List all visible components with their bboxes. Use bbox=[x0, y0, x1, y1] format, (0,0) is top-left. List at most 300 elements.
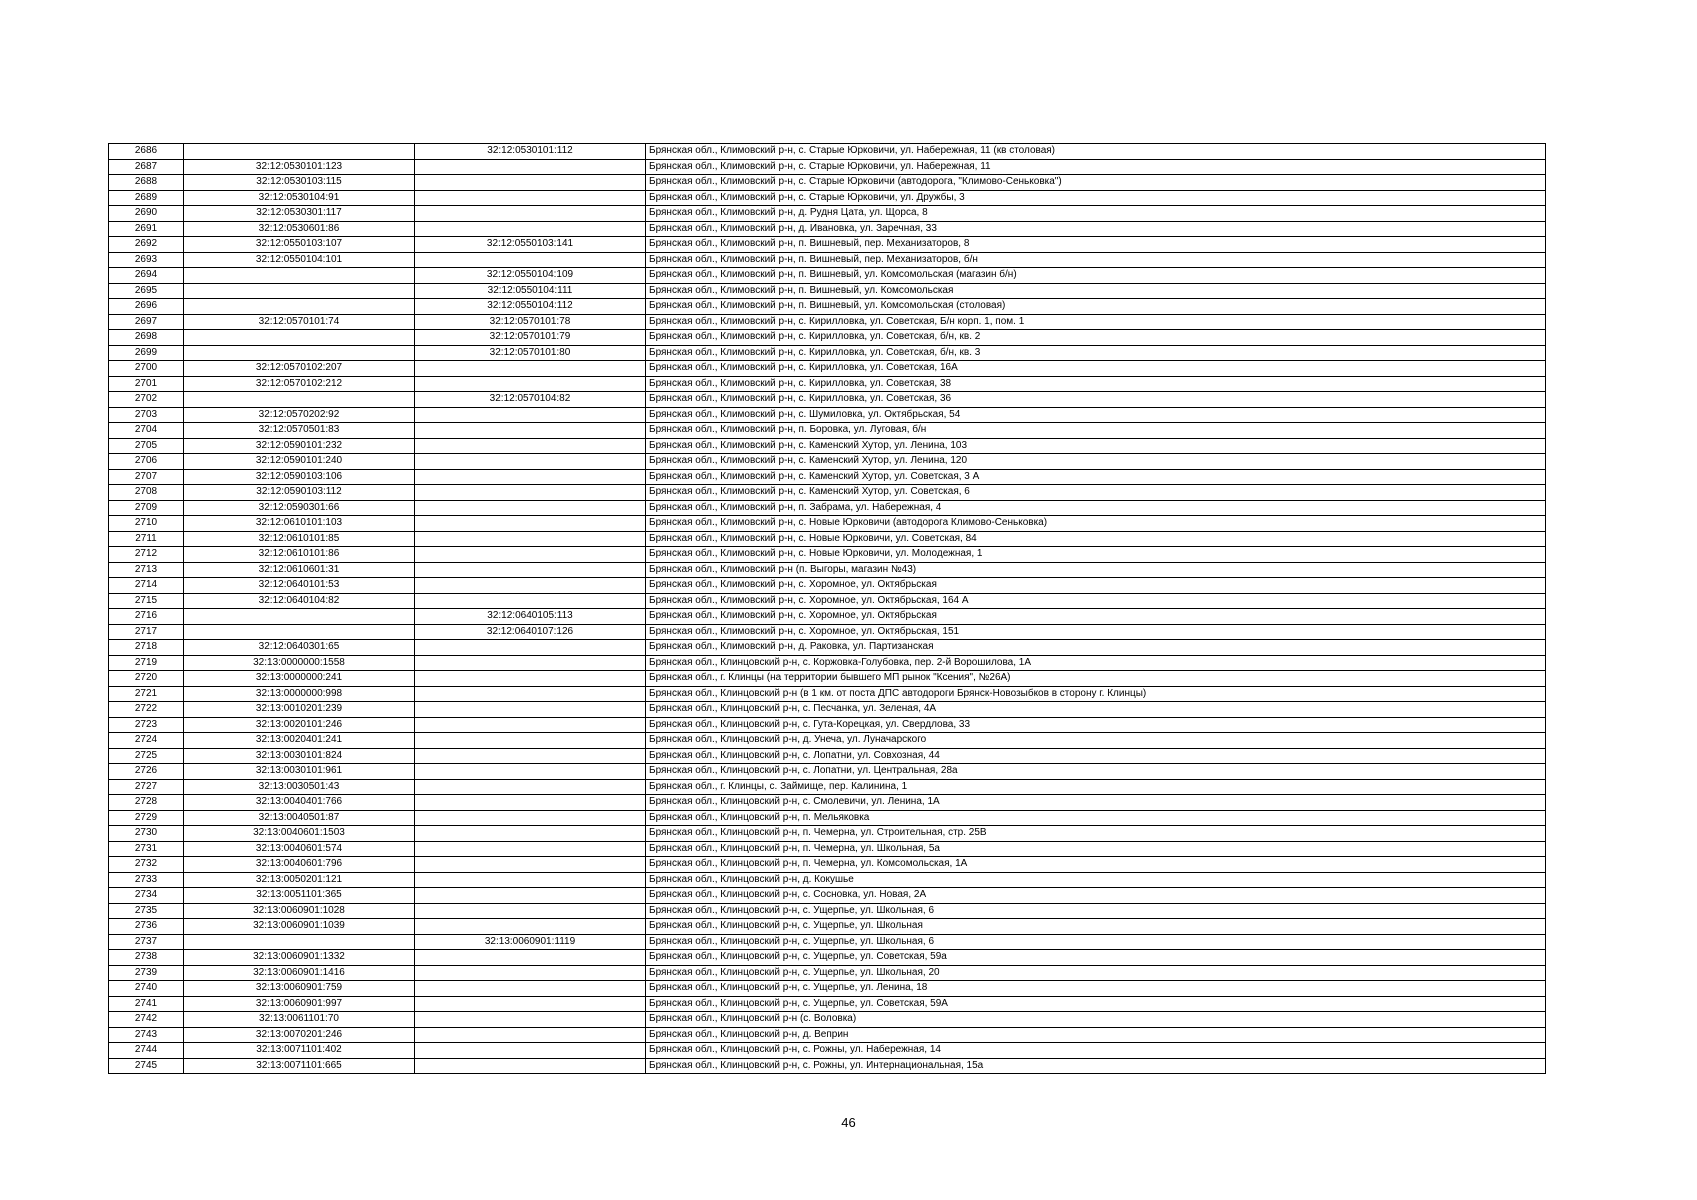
address-cell: Брянская обл., Климовский р-н, с. Новые Юрковичи (автодорога Климово-Сеньковка) bbox=[646, 516, 1546, 532]
cadastral-number-cell: 32:12:0570202:92 bbox=[184, 407, 415, 423]
cadastral-number-cell bbox=[184, 268, 415, 284]
cadastral-number-alt-cell bbox=[415, 872, 646, 888]
cadastral-number-alt-cell bbox=[415, 640, 646, 656]
table-row bbox=[109, 345, 1546, 361]
address-cell: Брянская обл., Климовский р-н, п. Боровка, ул. Луговая, б/н bbox=[646, 423, 1546, 439]
table-row bbox=[109, 268, 1546, 284]
table-row bbox=[109, 810, 1546, 826]
cadastral-number-alt-cell bbox=[415, 500, 646, 516]
cadastral-number-cell: 32:13:0040401:766 bbox=[184, 795, 415, 811]
row-number-cell: 2691 bbox=[109, 221, 184, 237]
cadastral-number-alt-cell bbox=[415, 252, 646, 268]
address-cell: Брянская обл., Клинцовский р-н, с. Сосновка, ул. Новая, 2А bbox=[646, 888, 1546, 904]
cadastral-number-alt-cell bbox=[415, 438, 646, 454]
cadastral-number-alt-cell: 32:12:0640105:113 bbox=[415, 609, 646, 625]
cadastral-number-cell bbox=[184, 283, 415, 299]
cadastral-number-alt-cell bbox=[415, 1027, 646, 1043]
address-cell: Брянская обл., Климовский р-н, д. Рудня Цата, ул. Щорса, 8 bbox=[646, 206, 1546, 222]
cadastral-number-cell: 32:12:0590103:106 bbox=[184, 469, 415, 485]
cadastral-number-alt-cell bbox=[415, 485, 646, 501]
address-cell: Брянская обл., Клинцовский р-н, п. Чемерна, ул. Строительная, стр. 25В bbox=[646, 826, 1546, 842]
address-cell: Брянская обл., Климовский р-н, с. Кирилловка, ул. Советская, 16А bbox=[646, 361, 1546, 377]
row-number-cell: 2744 bbox=[109, 1043, 184, 1059]
address-cell: Брянская обл., Климовский р-н, с. Новые Юрковичи, ул. Молодежная, 1 bbox=[646, 547, 1546, 563]
address-cell: Брянская обл., Клинцовский р-н, с. Гута-Корецкая, ул. Свердлова, 33 bbox=[646, 717, 1546, 733]
address-cell: Брянская обл., Клинцовский р-н, с. Песчанка, ул. Зеленая, 4А bbox=[646, 702, 1546, 718]
address-cell: Брянская обл., Климовский р-н, с. Хоромное, ул. Октябрьская, 151 bbox=[646, 624, 1546, 640]
cadastral-number-cell: 32:12:0530103:115 bbox=[184, 175, 415, 191]
cadastral-number-cell: 32:13:0061101:70 bbox=[184, 1012, 415, 1028]
table-row bbox=[109, 516, 1546, 532]
row-number-cell: 2745 bbox=[109, 1058, 184, 1074]
address-cell: Брянская обл., Клинцовский р-н (с. Воловка) bbox=[646, 1012, 1546, 1028]
table-row bbox=[109, 330, 1546, 346]
cadastral-number-cell: 32:13:0040501:87 bbox=[184, 810, 415, 826]
row-number-cell: 2737 bbox=[109, 934, 184, 950]
cadastral-number-cell bbox=[184, 934, 415, 950]
table-row bbox=[109, 593, 1546, 609]
cadastral-number-cell: 32:13:0000000:241 bbox=[184, 671, 415, 687]
cadastral-number-cell: 32:13:0060901:1332 bbox=[184, 950, 415, 966]
address-cell: Брянская обл., Климовский р-н, с. Старые Юрковичи, ул. Набережная, 11 bbox=[646, 159, 1546, 175]
row-number-cell: 2713 bbox=[109, 562, 184, 578]
row-number-cell: 2724 bbox=[109, 733, 184, 749]
row-number-cell: 2730 bbox=[109, 826, 184, 842]
table-row bbox=[109, 423, 1546, 439]
row-number-cell: 2736 bbox=[109, 919, 184, 935]
cadastral-number-alt-cell bbox=[415, 702, 646, 718]
cadastral-number-alt-cell bbox=[415, 593, 646, 609]
address-cell: Брянская обл., Климовский р-н, п. Забрама, ул. Набережная, 4 bbox=[646, 500, 1546, 516]
row-number-cell: 2708 bbox=[109, 485, 184, 501]
cadastral-number-cell: 32:13:0040601:1503 bbox=[184, 826, 415, 842]
cadastral-number-alt-cell: 32:12:0530101:112 bbox=[415, 144, 646, 160]
row-number-cell: 2716 bbox=[109, 609, 184, 625]
cadastral-number-cell: 32:13:0071101:665 bbox=[184, 1058, 415, 1074]
address-cell: Брянская обл., Климовский р-н, с. Старые Юрковичи (автодорога, "Климово-Сеньковка") bbox=[646, 175, 1546, 191]
cadastral-number-cell: 32:12:0640104:82 bbox=[184, 593, 415, 609]
cadastral-number-cell: 32:12:0530101:123 bbox=[184, 159, 415, 175]
cadastral-number-alt-cell: 32:12:0550104:109 bbox=[415, 268, 646, 284]
cadastral-number-cell: 32:12:0590301:66 bbox=[184, 500, 415, 516]
cadastral-number-cell: 32:12:0530301:117 bbox=[184, 206, 415, 222]
cadastral-number-cell: 32:12:0590103:112 bbox=[184, 485, 415, 501]
cadastral-number-alt-cell bbox=[415, 190, 646, 206]
cadastral-number-alt-cell: 32:12:0550103:141 bbox=[415, 237, 646, 253]
row-number-cell: 2689 bbox=[109, 190, 184, 206]
address-cell: Брянская обл., Клинцовский р-н, с. Рожны, ул. Набережная, 14 bbox=[646, 1043, 1546, 1059]
address-cell: Брянская обл., Климовский р-н, д. Раковка, ул. Партизанская bbox=[646, 640, 1546, 656]
address-cell: Брянская обл., Климовский р-н, с. Кирилловка, ул. Советская, б/н, кв. 3 bbox=[646, 345, 1546, 361]
cadastral-number-alt-cell bbox=[415, 795, 646, 811]
row-number-cell: 2709 bbox=[109, 500, 184, 516]
address-cell: Брянская обл., Климовский р-н, с. Хоромное, ул. Октябрьская bbox=[646, 609, 1546, 625]
cadastral-number-alt-cell bbox=[415, 981, 646, 997]
table-row bbox=[109, 888, 1546, 904]
address-cell: Брянская обл., Климовский р-н, п. Вишневый, пер. Механизаторов, 8 bbox=[646, 237, 1546, 253]
table-row bbox=[109, 965, 1546, 981]
row-number-cell: 2731 bbox=[109, 841, 184, 857]
row-number-cell: 2715 bbox=[109, 593, 184, 609]
address-cell: Брянская обл., Клинцовский р-н, с. Ущерпье, ул. Школьная, 6 bbox=[646, 903, 1546, 919]
row-number-cell: 2718 bbox=[109, 640, 184, 656]
cadastral-number-alt-cell bbox=[415, 407, 646, 423]
row-number-cell: 2735 bbox=[109, 903, 184, 919]
cadastral-number-alt-cell bbox=[415, 221, 646, 237]
cadastral-number-alt-cell bbox=[415, 206, 646, 222]
cadastral-number-cell: 32:13:0050201:121 bbox=[184, 872, 415, 888]
cadastral-number-alt-cell bbox=[415, 655, 646, 671]
table-row bbox=[109, 795, 1546, 811]
address-cell: Брянская обл., Климовский р-н (п. Выгоры, магазин №43) bbox=[646, 562, 1546, 578]
table-row bbox=[109, 376, 1546, 392]
cadastral-number-alt-cell bbox=[415, 516, 646, 532]
cadastral-number-cell: 32:12:0570101:74 bbox=[184, 314, 415, 330]
cadastral-number-cell: 32:12:0570501:83 bbox=[184, 423, 415, 439]
cadastral-number-cell: 32:13:0000000:1558 bbox=[184, 655, 415, 671]
row-number-cell: 2720 bbox=[109, 671, 184, 687]
table-row bbox=[109, 624, 1546, 640]
address-cell: Брянская обл., Климовский р-н, с. Хоромное, ул. Октябрьская bbox=[646, 578, 1546, 594]
cadastral-number-cell: 32:13:0020401:241 bbox=[184, 733, 415, 749]
row-number-cell: 2719 bbox=[109, 655, 184, 671]
row-number-cell: 2738 bbox=[109, 950, 184, 966]
cadastral-number-alt-cell bbox=[415, 1043, 646, 1059]
cadastral-number-alt-cell bbox=[415, 810, 646, 826]
table-row bbox=[109, 1043, 1546, 1059]
cadastral-number-cell: 32:13:0030501:43 bbox=[184, 779, 415, 795]
cadastral-number-cell: 32:12:0640101:53 bbox=[184, 578, 415, 594]
cadastral-number-cell: 32:12:0590101:232 bbox=[184, 438, 415, 454]
row-number-cell: 2702 bbox=[109, 392, 184, 408]
table-row bbox=[109, 996, 1546, 1012]
cadastral-number-alt-cell bbox=[415, 996, 646, 1012]
cadastral-number-cell: 32:13:0060901:997 bbox=[184, 996, 415, 1012]
table-row bbox=[109, 733, 1546, 749]
address-cell: Брянская обл., Клинцовский р-н, с. Лопатни, ул. Центральная, 28а bbox=[646, 764, 1546, 780]
row-number-cell: 2701 bbox=[109, 376, 184, 392]
cadastral-number-cell bbox=[184, 624, 415, 640]
row-number-cell: 2703 bbox=[109, 407, 184, 423]
address-cell: Брянская обл., Климовский р-н, с. Кирилловка, ул. Советская, 36 bbox=[646, 392, 1546, 408]
row-number-cell: 2722 bbox=[109, 702, 184, 718]
row-number-cell: 2693 bbox=[109, 252, 184, 268]
cadastral-number-cell: 32:12:0530601:86 bbox=[184, 221, 415, 237]
cadastral-number-alt-cell: 32:12:0640107:126 bbox=[415, 624, 646, 640]
cadastral-number-alt-cell bbox=[415, 965, 646, 981]
table-row bbox=[109, 872, 1546, 888]
cadastral-number-alt-cell bbox=[415, 888, 646, 904]
row-number-cell: 2725 bbox=[109, 748, 184, 764]
cadastral-number-cell: 32:12:0610101:103 bbox=[184, 516, 415, 532]
row-number-cell: 2732 bbox=[109, 857, 184, 873]
cadastral-number-alt-cell: 32:12:0570101:79 bbox=[415, 330, 646, 346]
table-row bbox=[109, 1058, 1546, 1074]
cadastral-number-alt-cell bbox=[415, 671, 646, 687]
cadastral-number-cell: 32:13:0030101:961 bbox=[184, 764, 415, 780]
row-number-cell: 2742 bbox=[109, 1012, 184, 1028]
row-number-cell: 2700 bbox=[109, 361, 184, 377]
cadastral-number-cell: 32:12:0570102:212 bbox=[184, 376, 415, 392]
address-cell: Брянская обл., Клинцовский р-н, с. Ущерпье, ул. Школьная bbox=[646, 919, 1546, 935]
cadastral-number-alt-cell bbox=[415, 1058, 646, 1074]
address-cell: Брянская обл., Клинцовский р-н (в 1 км. от поста ДПС автодороги Брянск-Новозыбков в сторону г. Клинцы) bbox=[646, 686, 1546, 702]
cadastral-number-cell: 32:12:0530104:91 bbox=[184, 190, 415, 206]
cadastral-number-alt-cell: 32:12:0550104:111 bbox=[415, 283, 646, 299]
table-row bbox=[109, 640, 1546, 656]
cadastral-number-cell: 32:13:0020101:246 bbox=[184, 717, 415, 733]
table-row bbox=[109, 407, 1546, 423]
row-number-cell: 2707 bbox=[109, 469, 184, 485]
table-row bbox=[109, 252, 1546, 268]
table-row bbox=[109, 686, 1546, 702]
table-row bbox=[109, 826, 1546, 842]
row-number-cell: 2728 bbox=[109, 795, 184, 811]
row-number-cell: 2711 bbox=[109, 531, 184, 547]
cadastral-number-cell: 32:13:0040601:796 bbox=[184, 857, 415, 873]
cadastral-number-alt-cell bbox=[415, 779, 646, 795]
cadastral-number-cell: 32:13:0040601:574 bbox=[184, 841, 415, 857]
table-row bbox=[109, 764, 1546, 780]
table-row bbox=[109, 748, 1546, 764]
row-number-cell: 2696 bbox=[109, 299, 184, 315]
cadastral-number-cell: 32:13:0051101:365 bbox=[184, 888, 415, 904]
cadastral-number-alt-cell bbox=[415, 950, 646, 966]
address-cell: Брянская обл., Климовский р-н, с. Новые Юрковичи, ул. Советская, 84 bbox=[646, 531, 1546, 547]
row-number-cell: 2717 bbox=[109, 624, 184, 640]
cadastral-number-alt-cell bbox=[415, 1012, 646, 1028]
cadastral-number-alt-cell bbox=[415, 175, 646, 191]
row-number-cell: 2740 bbox=[109, 981, 184, 997]
table-row bbox=[109, 206, 1546, 222]
table-row bbox=[109, 485, 1546, 501]
address-cell: Брянская обл., Климовский р-н, с. Кирилловка, ул. Советская, 38 bbox=[646, 376, 1546, 392]
table-row bbox=[109, 314, 1546, 330]
row-number-cell: 2692 bbox=[109, 237, 184, 253]
table-row bbox=[109, 469, 1546, 485]
row-number-cell: 2687 bbox=[109, 159, 184, 175]
address-cell: Брянская обл., Климовский р-н, с. Старые Юрковичи, ул. Дружбы, 3 bbox=[646, 190, 1546, 206]
table-row bbox=[109, 779, 1546, 795]
address-cell: Брянская обл., Климовский р-н, п. Вишневый, ул. Комсомольская bbox=[646, 283, 1546, 299]
row-number-cell: 2695 bbox=[109, 283, 184, 299]
cadastral-number-cell: 32:13:0030101:824 bbox=[184, 748, 415, 764]
row-number-cell: 2743 bbox=[109, 1027, 184, 1043]
table-row bbox=[109, 144, 1546, 160]
table-row bbox=[109, 1027, 1546, 1043]
cadastral-number-alt-cell bbox=[415, 159, 646, 175]
cadastral-number-alt-cell bbox=[415, 531, 646, 547]
address-cell: Брянская обл., г. Клинцы, с. Займище, пер. Калинина, 1 bbox=[646, 779, 1546, 795]
cadastral-number-cell: 32:12:0550103:107 bbox=[184, 237, 415, 253]
cadastral-number-alt-cell bbox=[415, 454, 646, 470]
table-row bbox=[109, 159, 1546, 175]
registry-table-body bbox=[109, 144, 1546, 1074]
cadastral-number-cell bbox=[184, 144, 415, 160]
cadastral-number-alt-cell bbox=[415, 469, 646, 485]
cadastral-number-cell: 32:13:0000000:998 bbox=[184, 686, 415, 702]
table-row bbox=[109, 190, 1546, 206]
row-number-cell: 2697 bbox=[109, 314, 184, 330]
table-row bbox=[109, 857, 1546, 873]
cadastral-number-alt-cell bbox=[415, 578, 646, 594]
table-row bbox=[109, 981, 1546, 997]
address-cell: Брянская обл., г. Клинцы (на территории бывшего МП рынок "Ксения", №26А) bbox=[646, 671, 1546, 687]
cadastral-number-alt-cell: 32:12:0570104:82 bbox=[415, 392, 646, 408]
cadastral-number-alt-cell: 32:12:0550104:112 bbox=[415, 299, 646, 315]
cadastral-number-cell: 32:12:0590101:240 bbox=[184, 454, 415, 470]
row-number-cell: 2710 bbox=[109, 516, 184, 532]
table-row bbox=[109, 175, 1546, 191]
cadastral-number-cell bbox=[184, 392, 415, 408]
cadastral-number-alt-cell bbox=[415, 717, 646, 733]
cadastral-number-cell: 32:13:0060901:1416 bbox=[184, 965, 415, 981]
address-cell: Брянская обл., Клинцовский р-н, с. Ущерпье, ул. Советская, 59А bbox=[646, 996, 1546, 1012]
row-number-cell: 2712 bbox=[109, 547, 184, 563]
table-row bbox=[109, 361, 1546, 377]
row-number-cell: 2721 bbox=[109, 686, 184, 702]
page-number: 46 bbox=[841, 1115, 856, 1130]
cadastral-number-cell: 32:13:0071101:402 bbox=[184, 1043, 415, 1059]
address-cell: Брянская обл., Клинцовский р-н, д. Веприн bbox=[646, 1027, 1546, 1043]
address-cell: Брянская обл., Климовский р-н, с. Каменский Хутор, ул. Советская, 6 bbox=[646, 485, 1546, 501]
cadastral-number-cell: 32:13:0070201:246 bbox=[184, 1027, 415, 1043]
row-number-cell: 2727 bbox=[109, 779, 184, 795]
address-cell: Брянская обл., Климовский р-н, с. Шумиловка, ул. Октябрьская, 54 bbox=[646, 407, 1546, 423]
table-row bbox=[109, 531, 1546, 547]
address-cell: Брянская обл., Климовский р-н, п. Вишневый, ул. Комсомольская (магазин б/н) bbox=[646, 268, 1546, 284]
address-cell: Брянская обл., Климовский р-н, с. Каменский Хутор, ул. Советская, 3 А bbox=[646, 469, 1546, 485]
table-row bbox=[109, 562, 1546, 578]
cadastral-number-alt-cell bbox=[415, 547, 646, 563]
row-number-cell: 2686 bbox=[109, 144, 184, 160]
address-cell: Брянская обл., Климовский р-н, с. Каменский Хутор, ул. Ленина, 120 bbox=[646, 454, 1546, 470]
address-cell: Брянская обл., Климовский р-н, п. Вишневый, ул. Комсомольская (столовая) bbox=[646, 299, 1546, 315]
table-row bbox=[109, 578, 1546, 594]
cadastral-number-cell bbox=[184, 609, 415, 625]
address-cell: Брянская обл., Климовский р-н, с. Кирилловка, ул. Советская, Б/н корп. 1, пом. 1 bbox=[646, 314, 1546, 330]
cadastral-number-cell: 32:12:0610601:31 bbox=[184, 562, 415, 578]
address-cell: Брянская обл., Климовский р-н, п. Вишневый, пер. Механизаторов, б/н bbox=[646, 252, 1546, 268]
cadastral-number-cell bbox=[184, 345, 415, 361]
cadastral-number-alt-cell bbox=[415, 919, 646, 935]
row-number-cell: 2739 bbox=[109, 965, 184, 981]
address-cell: Брянская обл., Клинцовский р-н, с. Ущерпье, ул. Ленина, 18 bbox=[646, 981, 1546, 997]
cadastral-number-cell: 32:12:0550104:101 bbox=[184, 252, 415, 268]
cadastral-number-cell: 32:13:0010201:239 bbox=[184, 702, 415, 718]
row-number-cell: 2729 bbox=[109, 810, 184, 826]
cadastral-number-cell: 32:13:0060901:1028 bbox=[184, 903, 415, 919]
address-cell: Брянская обл., Клинцовский р-н, п. Чемерна, ул. Комсомольская, 1А bbox=[646, 857, 1546, 873]
row-number-cell: 2706 bbox=[109, 454, 184, 470]
table-row bbox=[109, 903, 1546, 919]
cadastral-number-alt-cell: 32:12:0570101:78 bbox=[415, 314, 646, 330]
address-cell: Брянская обл., Климовский р-н, д. Ивановка, ул. Заречная, 33 bbox=[646, 221, 1546, 237]
cadastral-number-alt-cell: 32:13:0060901:1119 bbox=[415, 934, 646, 950]
address-cell: Брянская обл., Клинцовский р-н, д. Кокушье bbox=[646, 872, 1546, 888]
cadastral-number-cell: 32:12:0610101:85 bbox=[184, 531, 415, 547]
row-number-cell: 2688 bbox=[109, 175, 184, 191]
table-row bbox=[109, 221, 1546, 237]
row-number-cell: 2741 bbox=[109, 996, 184, 1012]
table-row bbox=[109, 454, 1546, 470]
address-cell: Брянская обл., Клинцовский р-н, п. Чемерна, ул. Школьная, 5а bbox=[646, 841, 1546, 857]
address-cell: Брянская обл., Клинцовский р-н, с. Рожны, ул. Интернациональная, 15а bbox=[646, 1058, 1546, 1074]
table-row bbox=[109, 299, 1546, 315]
table-row bbox=[109, 717, 1546, 733]
row-number-cell: 2694 bbox=[109, 268, 184, 284]
cadastral-number-alt-cell bbox=[415, 764, 646, 780]
row-number-cell: 2726 bbox=[109, 764, 184, 780]
table-row bbox=[109, 671, 1546, 687]
cadastral-number-alt-cell bbox=[415, 826, 646, 842]
table-row bbox=[109, 702, 1546, 718]
table-row bbox=[109, 841, 1546, 857]
table-row bbox=[109, 1012, 1546, 1028]
row-number-cell: 2705 bbox=[109, 438, 184, 454]
address-cell: Брянская обл., Клинцовский р-н, с. Ущерпье, ул. Школьная, 6 bbox=[646, 934, 1546, 950]
address-cell: Брянская обл., Клинцовский р-н, д. Унеча, ул. Луначарского bbox=[646, 733, 1546, 749]
table-row bbox=[109, 934, 1546, 950]
cadastral-number-cell bbox=[184, 330, 415, 346]
address-cell: Брянская обл., Клинцовский р-н, с. Лопатни, ул. Совхозная, 44 bbox=[646, 748, 1546, 764]
cadastral-number-alt-cell bbox=[415, 562, 646, 578]
row-number-cell: 2704 bbox=[109, 423, 184, 439]
cadastral-number-alt-cell bbox=[415, 376, 646, 392]
address-cell: Брянская обл., Климовский р-н, с. Хоромное, ул. Октябрьская, 164 А bbox=[646, 593, 1546, 609]
registry-table bbox=[108, 143, 1546, 1074]
cadastral-number-cell: 32:12:0640301:65 bbox=[184, 640, 415, 656]
table-row bbox=[109, 950, 1546, 966]
address-cell: Брянская обл., Клинцовский р-н, с. Ущерпье, ул. Советская, 59а bbox=[646, 950, 1546, 966]
cadastral-number-cell: 32:13:0060901:759 bbox=[184, 981, 415, 997]
cadastral-number-alt-cell bbox=[415, 361, 646, 377]
table-row bbox=[109, 609, 1546, 625]
table-row bbox=[109, 438, 1546, 454]
cadastral-number-alt-cell bbox=[415, 857, 646, 873]
table-row bbox=[109, 500, 1546, 516]
address-cell: Брянская обл., Климовский р-н, с. Старые Юрковичи, ул. Набережная, 11 (кв столовая) bbox=[646, 144, 1546, 160]
row-number-cell: 2699 bbox=[109, 345, 184, 361]
cadastral-number-alt-cell bbox=[415, 841, 646, 857]
table-row bbox=[109, 655, 1546, 671]
row-number-cell: 2714 bbox=[109, 578, 184, 594]
cadastral-number-alt-cell bbox=[415, 423, 646, 439]
address-cell: Брянская обл., Клинцовский р-н, с. Смолевичи, ул. Ленина, 1А bbox=[646, 795, 1546, 811]
row-number-cell: 2733 bbox=[109, 872, 184, 888]
table-row bbox=[109, 919, 1546, 935]
table-row bbox=[109, 547, 1546, 563]
cadastral-number-alt-cell bbox=[415, 903, 646, 919]
cadastral-number-cell bbox=[184, 299, 415, 315]
address-cell: Брянская обл., Климовский р-н, с. Каменский Хутор, ул. Ленина, 103 bbox=[646, 438, 1546, 454]
table-row bbox=[109, 283, 1546, 299]
address-cell: Брянская обл., Клинцовский р-н, с. Коржовка-Голубовка, пер. 2-й Ворошилова, 1А bbox=[646, 655, 1546, 671]
cadastral-number-alt-cell bbox=[415, 686, 646, 702]
cadastral-number-cell: 32:13:0060901:1039 bbox=[184, 919, 415, 935]
row-number-cell: 2734 bbox=[109, 888, 184, 904]
address-cell: Брянская обл., Климовский р-н, с. Кирилловка, ул. Советская, б/н, кв. 2 bbox=[646, 330, 1546, 346]
cadastral-number-cell: 32:12:0570102:207 bbox=[184, 361, 415, 377]
table-row bbox=[109, 392, 1546, 408]
row-number-cell: 2723 bbox=[109, 717, 184, 733]
cadastral-number-alt-cell bbox=[415, 733, 646, 749]
cadastral-number-alt-cell: 32:12:0570101:80 bbox=[415, 345, 646, 361]
cadastral-number-alt-cell bbox=[415, 748, 646, 764]
table-row bbox=[109, 237, 1546, 253]
address-cell: Брянская обл., Клинцовский р-н, п. Мельяковка bbox=[646, 810, 1546, 826]
row-number-cell: 2698 bbox=[109, 330, 184, 346]
